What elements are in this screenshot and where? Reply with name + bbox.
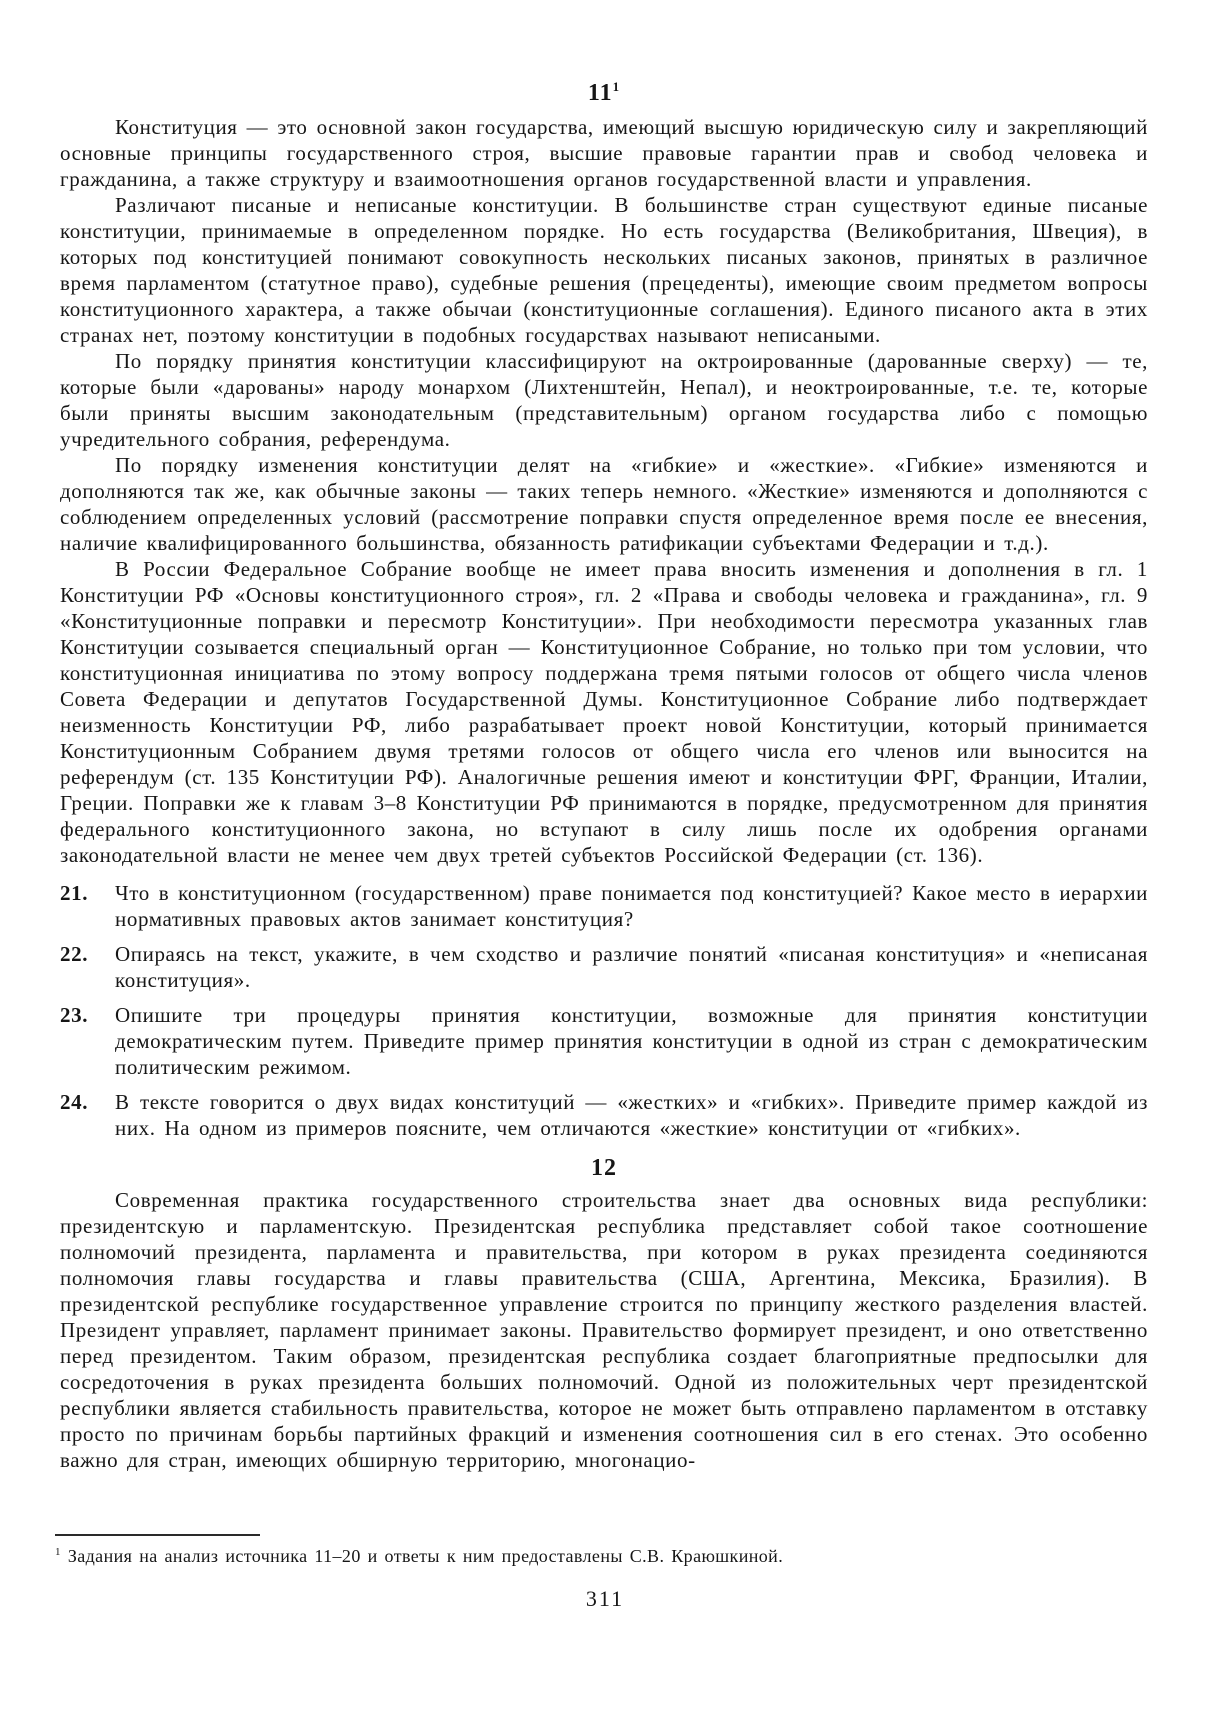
question-21 bbox=[60, 880, 1148, 932]
question-22-text: Опираясь на текст, укажите, в чем сходство и различие понятий «писаная конституция» и «неписаная конституция». bbox=[115, 942, 1148, 992]
question-21-text: Что в конституционном (государственном) праве понимается под конституцией? Какое место в иерархии нормативных правовых актов занимает конституция? bbox=[115, 881, 1148, 931]
document-11-paragraph-1: Конституция — это основной закон государства, имеющий высшую юридическую силу и закрепляющий основные принципы государственного строя, высшие правовые гарантии прав и свобод человека и гражданина, а также структуру и взаимоотношения органов государственной власти и управления. bbox=[60, 115, 1148, 191]
footnote-area bbox=[55, 1534, 1148, 1568]
question-24 bbox=[60, 1089, 1148, 1141]
document-12-paragraph-1: Современная практика государственного строительства знает два основных вида республики: президентскую и парламентскую. Президентская республика представляет собой такое соотношение полномочий президента, парламента и правительства, при котором в руках президента соединяются полномочия главы государства и главы правительства (США, Аргентина, Мексика, Бразилия). В президентской республике государственное управление строится по принципу жесткого разделения властей. Президент управляет, парламент принимает законы. Правительство формирует президент, и оно ответственно перед президентом. Таким образом, президентская республика создает благоприятные предпосылки для сосредоточения в руках президента больших полномочий. Одной из положительных черт президентской республики является стабильность правительства, которое не может быть отправлено парламентом в отставку просто по причинам борьбы партийных фракций и изменения соотношения сил в его стенах. Это особенно важно для стран, имеющих обширную территорию, многонацио- bbox=[60, 1188, 1148, 1472]
document-11-paragraph-2: Различают писаные и неписаные конституции. В большинстве стран существуют единые писаные конституции, принимаемые в определенном порядке. Но есть государства (Великобритания, Швеция), в которых под конституцией понимают совокупность нескольких писаных законов, принятых в различное время парламентом (статутное право), судебные решения (прецеденты), имеющие своим предметом вопросы конституционного характера, а также обычаи (конституционные соглашения). Единого писаного акта в этих странах нет, поэтому конституции в подобных государствах называют неписаными. bbox=[60, 193, 1148, 347]
question-23 bbox=[60, 1002, 1148, 1080]
question-22 bbox=[60, 941, 1148, 993]
document-11-paragraph-4: По порядку изменения конституции делят на «гибкие» и «жесткие». «Гибкие» изменяются и дополняются так же, как обычные законы — таких теперь немного. «Жесткие» изменяются и дополняются с соблюдением определенных условий (рассмотрение поправки спустя определенное время после ее внесения, наличие квалифицированного большинства, обязанность ратификации субъектами Федерации и т.д.). bbox=[60, 453, 1148, 555]
document-11-text bbox=[60, 114, 1148, 868]
document-12-text bbox=[60, 1187, 1148, 1473]
question-23-text: Опишите три процедуры принятия конституции, возможные для принятия конституции демократическим путем. Приведите пример принятия конституции в одной из стран с демократическим политическим режимом. bbox=[115, 1003, 1148, 1079]
document-12-heading: 12 bbox=[591, 1155, 617, 1181]
question-24-number: 24. bbox=[60, 1090, 89, 1114]
question-24-text: В тексте говорится о двух видах конституций — «жестких» и «гибких». Приведите пример каждой из них. На одном из примеров поясните, чем отличаются «жесткие» конституции от «гибких». bbox=[115, 1090, 1148, 1140]
document-11-paragraph-5: В России Федеральное Собрание вообще не имеет права вносить изменения и дополнения в гл. 1 Конституции РФ «Основы конституционного строя», гл. 2 «Права и свободы человека и гражданина», гл. 9 «Конституционные поправки и пересмотр Конституции». При необходимости пересмотра указанных глав Конституции созывается специальный орган — Конституционное Собрание, но только при том условии, что конституционная инициатива по этому вопросу поддержана тремя пятыми голосов от общего числа членов Совета Федерации и депутатов Государственной Думы. Конституционное Собрание либо подтверждает неизменность Конституции РФ, либо разрабатывает проект новой Конституции, который принимается Конституционным Собранием двумя третями голосов от общего числа его членов или выносится на референдум (ст. 135 Конституции РФ). Аналогичные решения имеют и конституции ФРГ, Франции, Италии, Греции. Поправки же к главам 3–8 Конституции РФ принимаются в порядке, предусмотренном для принятия федерального конституционного закона, но вступают в силу лишь после их одобрения органами законодательной власти не менее чем двух третей субъектов Российской Федерации (ст. 136). bbox=[60, 557, 1148, 867]
footnote-divider bbox=[55, 1534, 260, 1536]
question-21-number: 21. bbox=[60, 881, 89, 905]
question-22-number: 22. bbox=[60, 942, 89, 966]
footnote-marker: 1 bbox=[55, 1546, 61, 1558]
document-11-footnote-marker: 1 bbox=[612, 79, 621, 94]
questions-list bbox=[60, 880, 1148, 1141]
document-11-heading bbox=[60, 80, 1148, 107]
footnote-text: Задания на анализ источника 11–20 и ответы к ним предоставлены С.В. Краюшкиной. bbox=[67, 1546, 784, 1566]
document-11-number: 11 bbox=[587, 80, 613, 106]
page-number: 311 bbox=[585, 1586, 625, 1611]
question-23-number: 23. bbox=[60, 1003, 89, 1027]
document-11-paragraph-3: По порядку принятия конституции классифицируют на октроированные (дарованные сверху) — те, которые были «дарованы» народу монархом (Лихтенштейн, Непал), и неоктроированные, т.е. те, которые были приняты высшим законодательным (представительным) органом государства либо с помощью учредительного собрания, референдума. bbox=[60, 349, 1148, 451]
footnote bbox=[55, 1545, 1148, 1568]
